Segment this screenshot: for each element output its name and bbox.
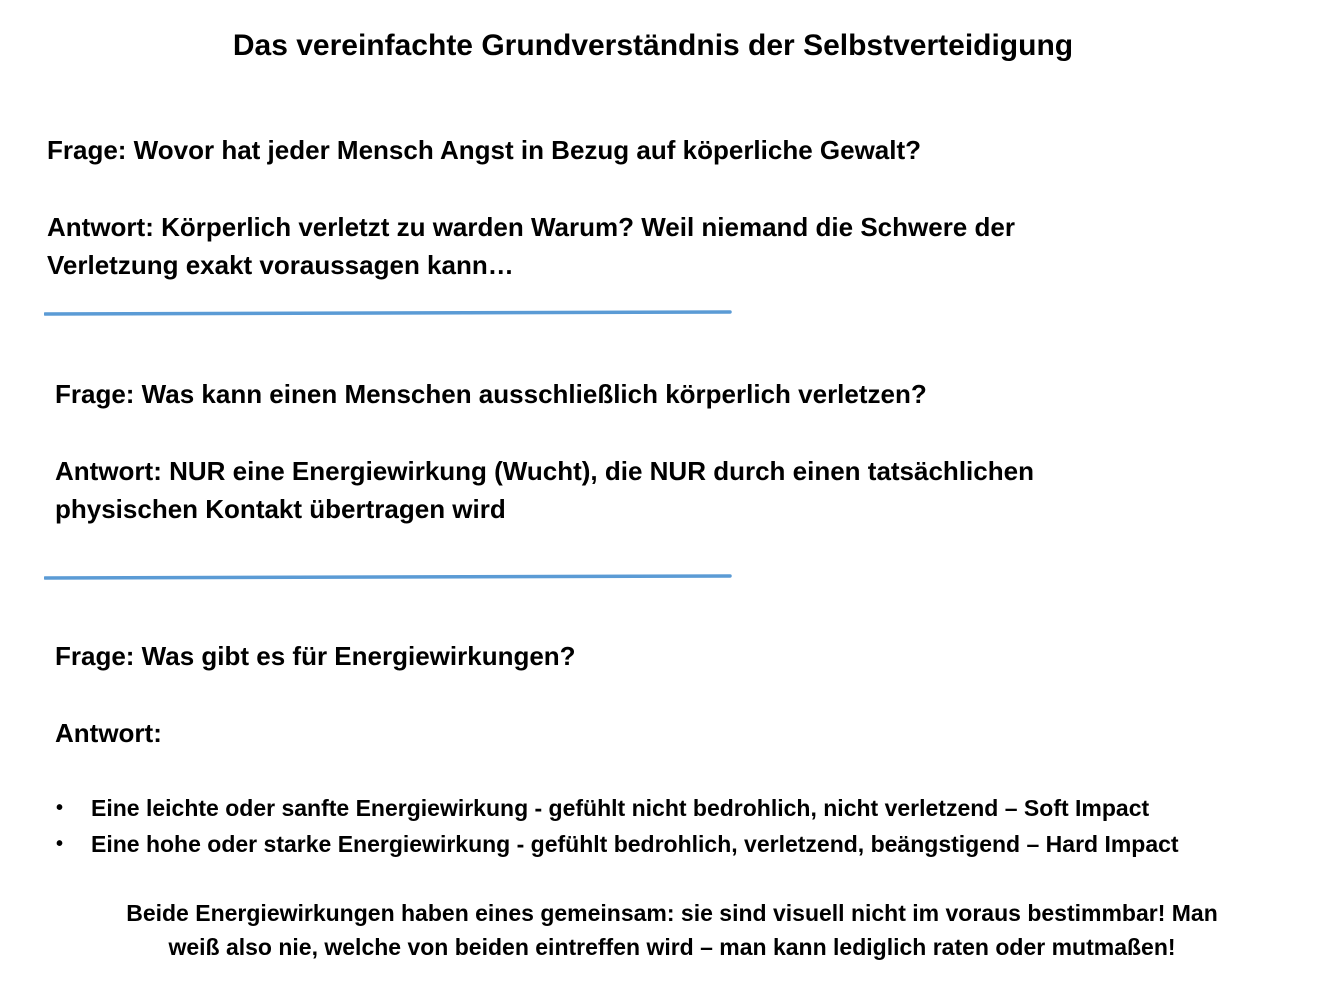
- question-1: Frage: Wovor hat jeder Mensch Angst in Bezug auf köperliche Gewalt?: [47, 135, 922, 165]
- energy-types-list: [54, 790, 1179, 862]
- answer-1-line-2: Verletzung exakt voraussagen kann…: [47, 250, 514, 280]
- answer-2-line-2: physischen Kontakt übertragen wird: [55, 494, 506, 524]
- conclusion-line-1: Beide Energiewirkungen haben eines gemeinsam: sie sind visuell nicht im voraus bestimmbar! Man: [126, 900, 1218, 926]
- bullet-icon: •: [56, 833, 64, 855]
- answer-3-label: Antwort:: [55, 718, 162, 748]
- conclusion: [0, 896, 1344, 964]
- conclusion-line-2: weiß also nie, welche von beiden eintreffen wird – man kann lediglich raten oder mutmaßen!: [168, 934, 1176, 960]
- question-3: Frage: Was gibt es für Energiewirkungen?: [55, 641, 576, 671]
- question-2: Frage: Was kann einen Menschen ausschließlich körperlich verletzen?: [55, 379, 927, 409]
- slide-title: Das vereinfachte Grundverständnis der Selbstverteidigung: [232, 29, 1074, 62]
- list-item: [54, 826, 1179, 862]
- answer-2-line-1: Antwort: NUR eine Energiewirkung (Wucht), die NUR durch einen tatsächlichen: [55, 456, 1034, 486]
- divider-2: [44, 572, 732, 582]
- answer-1-line-1: Antwort: Körperlich verletzt zu warden Warum? Weil niemand die Schwere der: [47, 212, 1015, 242]
- bullet-icon: •: [56, 797, 64, 819]
- list-item-text: Eine hohe oder starke Energiewirkung - gefühlt bedrohlich, verletzend, beängstigend – Hard Impact: [91, 831, 1179, 857]
- list-item: [54, 790, 1179, 826]
- list-item-text: Eine leichte oder sanfte Energiewirkung - gefühlt nicht bedrohlich, nicht verletzend – Soft Impact: [91, 795, 1150, 821]
- divider-1: [44, 308, 732, 318]
